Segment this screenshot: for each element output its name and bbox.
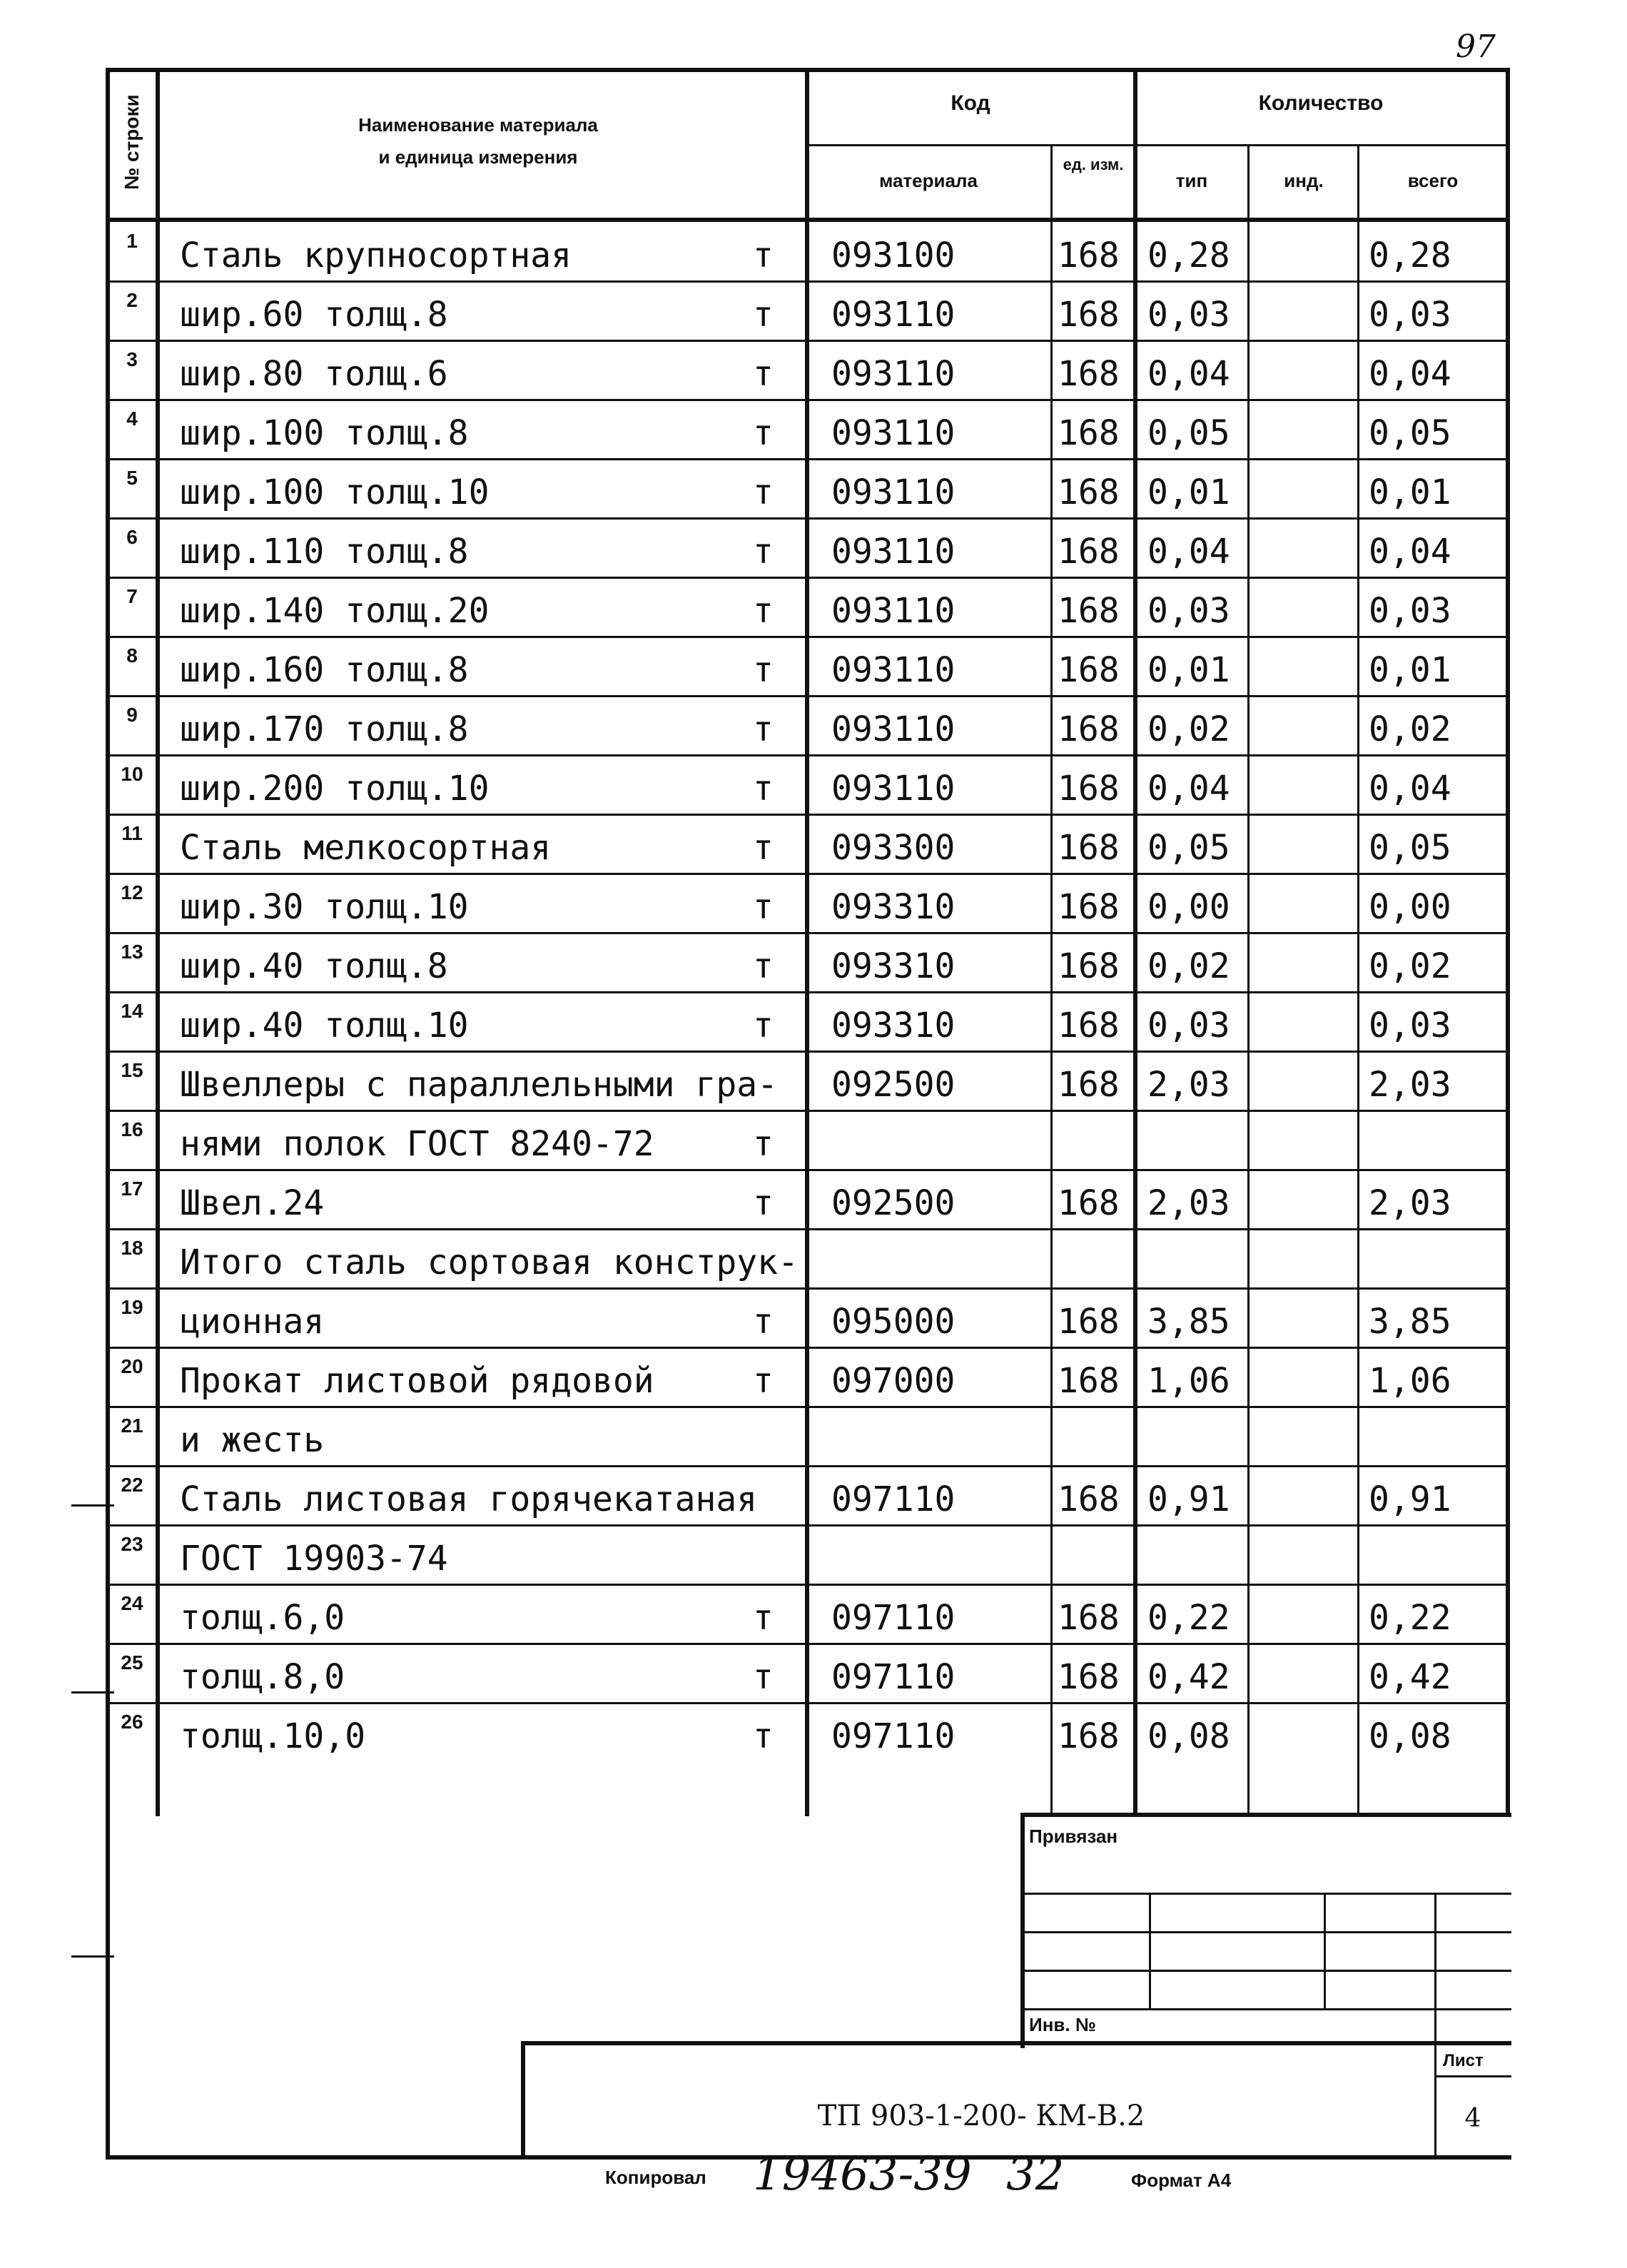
code-material-header: материала bbox=[879, 170, 978, 191]
qty-total-value: 0,42 bbox=[1369, 1657, 1451, 1697]
copy-page: 32 bbox=[1006, 2148, 1065, 2201]
material-code: 093110 bbox=[831, 413, 956, 453]
material-unit: т bbox=[753, 650, 774, 690]
unit-code: 168 bbox=[1058, 1065, 1120, 1105]
qty-type-value: 0,05 bbox=[1147, 413, 1230, 453]
qty-total-value: 0,02 bbox=[1369, 709, 1451, 749]
material-name: шир.100 толщ.8 bbox=[180, 413, 469, 453]
qty-type-value: 0,05 bbox=[1147, 828, 1230, 868]
material-name: шир.40 толщ.10 bbox=[180, 1006, 469, 1046]
row-separator bbox=[106, 695, 1509, 697]
material-name: Швел.24 bbox=[180, 1183, 325, 1223]
qty-total-value: 1,06 bbox=[1369, 1361, 1451, 1401]
row-number: 13 bbox=[121, 941, 143, 963]
qty-total-value: 0,03 bbox=[1369, 591, 1451, 631]
row-separator bbox=[106, 1110, 1509, 1112]
qty-total-value: 0,08 bbox=[1369, 1716, 1451, 1756]
title-col-2 bbox=[1324, 1893, 1326, 2010]
title-top-line bbox=[1020, 1813, 1511, 1817]
row-number: 21 bbox=[121, 1414, 143, 1437]
col-sep-rownum bbox=[156, 68, 160, 1816]
qty-type-value: 0,03 bbox=[1147, 591, 1230, 631]
material-code: 093110 bbox=[831, 709, 956, 749]
row-number: 1 bbox=[126, 230, 138, 252]
material-code: 093110 bbox=[831, 650, 956, 690]
sheet-label: Лист bbox=[1443, 2051, 1484, 2070]
row-separator bbox=[106, 280, 1509, 283]
material-name: Сталь листовая горячекатаная bbox=[180, 1479, 758, 1519]
qty-type-value: 0,42 bbox=[1147, 1657, 1230, 1697]
privyazan-label: Привязан bbox=[1029, 1826, 1118, 1847]
material-name: шир.30 толщ.10 bbox=[180, 887, 469, 927]
qty-total-value: 0,04 bbox=[1369, 354, 1451, 394]
material-unit: т bbox=[753, 413, 774, 453]
material-unit: т bbox=[753, 295, 774, 335]
material-name: толщ.6,0 bbox=[180, 1598, 345, 1638]
unit-code: 168 bbox=[1058, 532, 1120, 572]
qty-type-header: тип bbox=[1175, 170, 1208, 191]
code-unit-header: ед. изм. bbox=[1063, 156, 1124, 173]
material-unit: т bbox=[753, 472, 774, 512]
material-code: 097110 bbox=[831, 1716, 956, 1756]
row-number: 22 bbox=[121, 1474, 143, 1496]
material-code: 097110 bbox=[831, 1657, 956, 1697]
row-number: 14 bbox=[121, 1000, 143, 1022]
row-separator bbox=[106, 577, 1509, 579]
title-line-2 bbox=[1020, 1931, 1511, 1933]
material-unit: т bbox=[753, 1598, 774, 1638]
unit-code: 168 bbox=[1058, 1006, 1120, 1046]
material-code: 093110 bbox=[831, 472, 956, 512]
material-name: ГОСТ 19903-74 bbox=[180, 1539, 448, 1579]
material-name: толщ.10,0 bbox=[180, 1716, 366, 1756]
qty-type-value: 0,91 bbox=[1147, 1479, 1230, 1519]
material-name: шир.110 толщ.8 bbox=[180, 532, 469, 572]
qty-total-value: 0,02 bbox=[1369, 946, 1451, 986]
material-code: 093110 bbox=[831, 295, 956, 335]
copied-label: Копировал bbox=[605, 2167, 706, 2188]
row-separator bbox=[106, 1169, 1509, 1171]
qty-type-value: 0,22 bbox=[1147, 1598, 1230, 1638]
qty-total-value: 0,01 bbox=[1369, 472, 1451, 512]
row-separator bbox=[106, 1051, 1509, 1053]
name-header-line1: Наименование материала bbox=[358, 114, 598, 136]
title-line-3 bbox=[1020, 1970, 1511, 1972]
row-number: 4 bbox=[126, 407, 138, 430]
qty-type-value: 3,85 bbox=[1147, 1302, 1230, 1342]
qty-type-value: 0,08 bbox=[1147, 1716, 1230, 1756]
col-sep-code bbox=[1050, 144, 1053, 1816]
col-sep-name bbox=[805, 68, 809, 1816]
sheet-number: 4 bbox=[1464, 2104, 1481, 2133]
material-code: 093110 bbox=[831, 591, 956, 631]
material-name: шир.160 толщ.8 bbox=[180, 650, 469, 690]
material-unit: т bbox=[753, 828, 774, 868]
qty-type-value: 0,28 bbox=[1147, 236, 1230, 275]
header-bottom-line bbox=[106, 218, 1509, 222]
material-name: Сталь крупносортная bbox=[180, 236, 572, 275]
row-separator bbox=[106, 754, 1509, 756]
col-sep-tip bbox=[1247, 144, 1250, 1816]
row-separator bbox=[106, 991, 1509, 993]
material-unit: т bbox=[753, 946, 774, 986]
qty-type-value: 0,03 bbox=[1147, 295, 1230, 335]
material-unit: т bbox=[753, 1657, 774, 1697]
format-label: Формат А4 bbox=[1131, 2170, 1232, 2191]
material-name: и жесть bbox=[180, 1420, 325, 1460]
row-number: 18 bbox=[121, 1237, 143, 1259]
qty-type-value: 0,02 bbox=[1147, 709, 1230, 749]
row-separator bbox=[106, 517, 1509, 520]
material-name: шир.60 толщ.8 bbox=[180, 295, 448, 335]
row-number: 5 bbox=[126, 467, 138, 489]
unit-code: 168 bbox=[1058, 1183, 1120, 1223]
material-unit: т bbox=[753, 709, 774, 749]
row-number: 15 bbox=[121, 1059, 143, 1081]
material-code: 093110 bbox=[831, 354, 956, 394]
stamp-top-line bbox=[521, 2041, 1511, 2045]
name-header-line2: и единица измерения bbox=[378, 146, 578, 168]
material-unit: т bbox=[753, 591, 774, 631]
row-separator bbox=[106, 873, 1509, 875]
material-code: 093110 bbox=[831, 532, 956, 572]
title-col-1 bbox=[1149, 1893, 1151, 2010]
material-name: Прокат листовой рядовой bbox=[180, 1361, 654, 1401]
unit-code: 168 bbox=[1058, 591, 1120, 631]
margin-mark-3 bbox=[71, 1955, 114, 1958]
material-code: 093310 bbox=[831, 1006, 956, 1046]
row-number: 11 bbox=[121, 822, 143, 844]
row-separator bbox=[106, 1406, 1509, 1408]
material-code: 095000 bbox=[831, 1302, 956, 1342]
qty-total-value: 0,22 bbox=[1369, 1598, 1451, 1638]
qty-type-value: 2,03 bbox=[1147, 1183, 1230, 1223]
row-separator bbox=[106, 1228, 1509, 1230]
title-line-1 bbox=[1020, 1893, 1511, 1895]
material-code: 092500 bbox=[831, 1065, 956, 1105]
material-code: 093100 bbox=[831, 236, 956, 275]
row-separator bbox=[106, 458, 1509, 460]
qty-type-value: 0,01 bbox=[1147, 472, 1230, 512]
row-number: 12 bbox=[121, 881, 143, 903]
material-name: шир.80 толщ.6 bbox=[180, 354, 448, 394]
unit-code: 168 bbox=[1058, 295, 1120, 335]
table-left-border bbox=[106, 68, 110, 2159]
col-sep-unit bbox=[1133, 68, 1137, 1816]
qty-type-value: 0,00 bbox=[1147, 887, 1230, 927]
material-name: нями полок ГОСТ 8240-72 bbox=[180, 1124, 654, 1164]
material-unit: т bbox=[753, 354, 774, 394]
material-code: 093310 bbox=[831, 887, 956, 927]
row-separator bbox=[106, 1465, 1509, 1467]
row-separator bbox=[106, 399, 1509, 401]
material-unit: т bbox=[753, 236, 774, 275]
unit-code: 168 bbox=[1058, 1479, 1120, 1519]
qty-total-value: 0,05 bbox=[1369, 828, 1451, 868]
material-unit: т bbox=[753, 1302, 774, 1342]
qty-total-value: 0,03 bbox=[1369, 1006, 1451, 1046]
row-separator bbox=[106, 1702, 1509, 1704]
material-unit: т bbox=[753, 769, 774, 809]
qty-total-value: 2,03 bbox=[1369, 1183, 1451, 1223]
material-name: шир.200 толщ.10 bbox=[180, 769, 490, 809]
col-sep-ind bbox=[1357, 144, 1359, 1816]
qty-type-value: 0,04 bbox=[1147, 532, 1230, 572]
unit-code: 168 bbox=[1058, 1361, 1120, 1401]
qty-ind-header: инд. bbox=[1284, 170, 1324, 191]
material-unit: т bbox=[753, 532, 774, 572]
material-code: 097110 bbox=[831, 1598, 956, 1638]
qty-total-value: 0,91 bbox=[1369, 1479, 1451, 1519]
quantity-header: Количество bbox=[1258, 91, 1384, 115]
row-number: 6 bbox=[126, 526, 138, 548]
table-right-border bbox=[1506, 68, 1510, 1816]
inv-no-label: Инв. № bbox=[1029, 2014, 1096, 2035]
qty-type-value: 0,02 bbox=[1147, 946, 1230, 986]
material-code: 093110 bbox=[831, 769, 956, 809]
material-code: 097000 bbox=[831, 1361, 956, 1401]
row-number: 17 bbox=[121, 1178, 143, 1200]
unit-code: 168 bbox=[1058, 828, 1120, 868]
unit-code: 168 bbox=[1058, 413, 1120, 453]
qty-total-value: 0,03 bbox=[1369, 295, 1451, 335]
row-separator bbox=[106, 340, 1509, 342]
margin-mark-1 bbox=[71, 1504, 114, 1507]
sheet-label-line bbox=[1434, 2075, 1511, 2077]
material-code: 093310 bbox=[831, 946, 956, 986]
row-number: 16 bbox=[121, 1118, 143, 1140]
row-number: 7 bbox=[126, 585, 138, 607]
qty-total-value: 0,04 bbox=[1369, 769, 1451, 809]
material-unit: т bbox=[753, 1183, 774, 1223]
row-number: 20 bbox=[121, 1355, 143, 1377]
unit-code: 168 bbox=[1058, 1598, 1120, 1638]
material-name: Сталь мелкосортная bbox=[180, 828, 552, 868]
material-name: шир.170 толщ.8 bbox=[180, 709, 469, 749]
qty-total-value: 0,05 bbox=[1369, 413, 1451, 453]
row-number: 3 bbox=[126, 348, 138, 370]
row-number: 25 bbox=[121, 1651, 143, 1674]
qty-total-value: 0,28 bbox=[1369, 236, 1451, 275]
margin-mark-2 bbox=[71, 1691, 114, 1694]
row-number: 10 bbox=[121, 763, 143, 785]
qty-type-value: 0,04 bbox=[1147, 769, 1230, 809]
unit-code: 168 bbox=[1058, 946, 1120, 986]
row-separator bbox=[106, 932, 1509, 934]
material-unit: т bbox=[753, 1006, 774, 1046]
material-code: 092500 bbox=[831, 1183, 956, 1223]
header-sub-line bbox=[805, 144, 1509, 146]
row-number: 8 bbox=[126, 644, 138, 667]
material-name: толщ.8,0 bbox=[180, 1657, 345, 1697]
title-left-line bbox=[1020, 1813, 1025, 2048]
unit-code: 168 bbox=[1058, 354, 1120, 394]
material-unit: т bbox=[753, 887, 774, 927]
unit-code: 168 bbox=[1058, 887, 1120, 927]
material-name: Итого сталь сортовая конструк- bbox=[180, 1242, 799, 1282]
row-number: 24 bbox=[121, 1592, 143, 1614]
row-separator bbox=[106, 1643, 1509, 1645]
unit-code: 168 bbox=[1058, 769, 1120, 809]
qty-total-value: 2,03 bbox=[1369, 1065, 1451, 1105]
unit-code: 168 bbox=[1058, 650, 1120, 690]
material-name: Швеллеры с параллельными гра- bbox=[180, 1065, 779, 1105]
row-number: 9 bbox=[126, 704, 138, 726]
qty-total-value: 0,00 bbox=[1369, 887, 1451, 927]
material-name: ционная bbox=[180, 1302, 325, 1342]
qty-total-value: 3,85 bbox=[1369, 1302, 1451, 1342]
qty-total-value: 0,04 bbox=[1369, 532, 1451, 572]
qty-type-value: 0,03 bbox=[1147, 1006, 1230, 1046]
unit-code: 168 bbox=[1058, 1302, 1120, 1342]
unit-code: 168 bbox=[1058, 236, 1120, 275]
stamp-left-line bbox=[521, 2041, 525, 2159]
document-code: ТП 903-1-200- КМ-В.2 bbox=[817, 2100, 1145, 2132]
unit-code: 168 bbox=[1058, 472, 1120, 512]
title-line-4 bbox=[1020, 2008, 1511, 2010]
row-separator bbox=[106, 1584, 1509, 1586]
row-separator bbox=[106, 1524, 1509, 1527]
unit-code: 168 bbox=[1058, 709, 1120, 749]
copy-number: 19463-39 bbox=[753, 2148, 972, 2201]
row-separator bbox=[106, 1347, 1509, 1349]
material-name: шир.140 толщ.20 bbox=[180, 591, 490, 631]
row-number: 23 bbox=[121, 1533, 143, 1555]
qty-total-value: 0,01 bbox=[1369, 650, 1451, 690]
material-unit: т bbox=[753, 1361, 774, 1401]
qty-type-value: 1,06 bbox=[1147, 1361, 1230, 1401]
corner-mark: 97 bbox=[1456, 29, 1496, 65]
qty-type-value: 0,01 bbox=[1147, 650, 1230, 690]
row-number: 2 bbox=[126, 289, 138, 311]
material-name: шир.40 толщ.8 bbox=[180, 946, 448, 986]
unit-code: 168 bbox=[1058, 1716, 1120, 1756]
material-code: 093300 bbox=[831, 828, 956, 868]
row-number: 19 bbox=[121, 1296, 143, 1318]
qty-total-header: всего bbox=[1407, 170, 1459, 191]
qty-type-value: 2,03 bbox=[1147, 1065, 1230, 1105]
unit-code: 168 bbox=[1058, 1657, 1120, 1697]
row-separator bbox=[106, 636, 1509, 638]
row-separator bbox=[106, 814, 1509, 816]
row-number-header: № строки bbox=[121, 94, 143, 190]
material-unit: т bbox=[753, 1124, 774, 1164]
code-header: Код bbox=[951, 91, 990, 115]
row-separator bbox=[106, 1287, 1509, 1290]
row-number: 26 bbox=[121, 1711, 143, 1733]
material-unit: т bbox=[753, 1716, 774, 1756]
material-code: 097110 bbox=[831, 1479, 956, 1519]
qty-type-value: 0,04 bbox=[1147, 354, 1230, 394]
material-name: шир.100 толщ.10 bbox=[180, 472, 490, 512]
